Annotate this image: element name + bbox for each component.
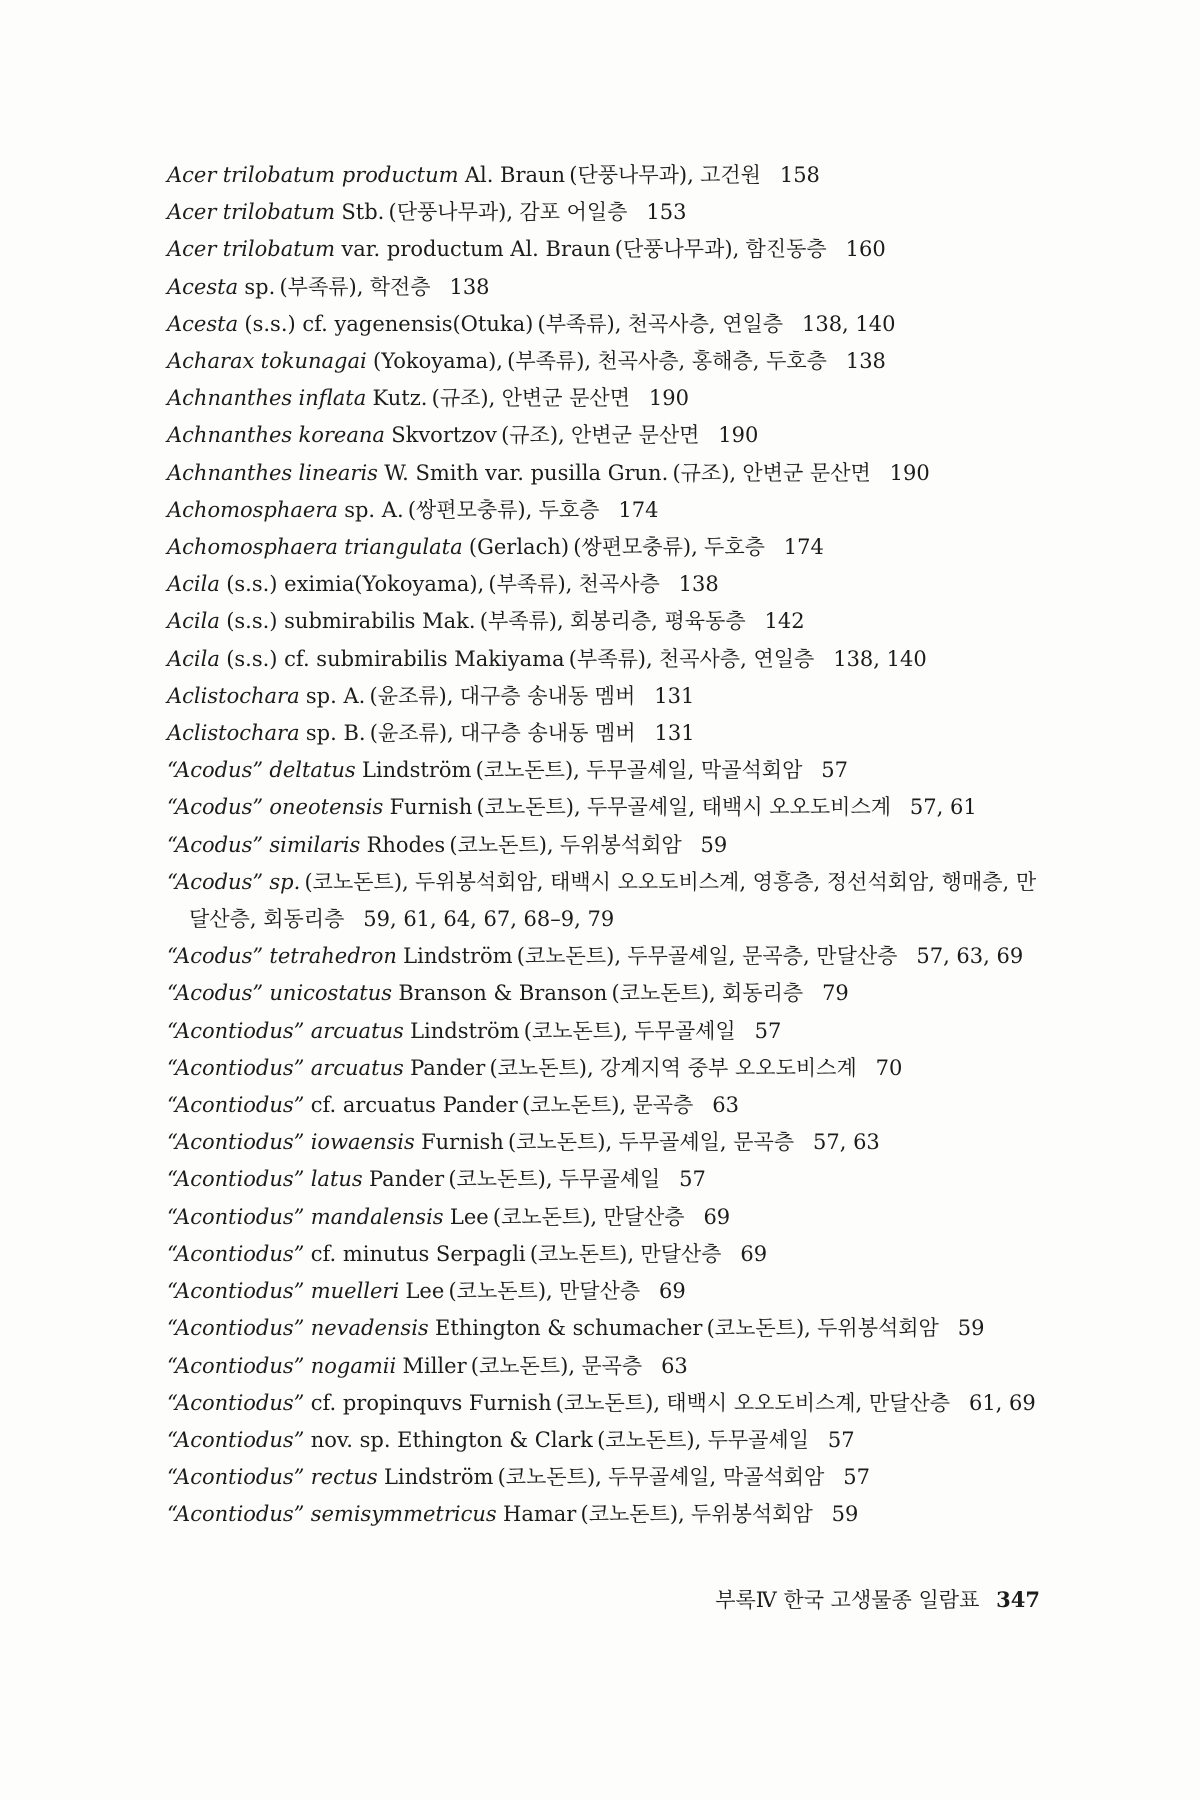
- entry-species: arcuatus: [310, 1018, 404, 1043]
- entry-pages: 153: [646, 200, 687, 225]
- entry-genus: “Acontiodus”: [167, 1502, 305, 1527]
- footer-section-title: 부록Ⅳ 한국 고생물종 일람표: [715, 1588, 980, 1612]
- entry-locality: 천곡사층: [578, 572, 660, 597]
- entry-genus: “Acontiodus”: [167, 1130, 305, 1155]
- entry-locality: 함진동층: [745, 237, 827, 262]
- entry-species: oneotensis: [269, 795, 384, 820]
- entry-family: (코노돈트),: [555, 1390, 661, 1415]
- entry-family: (코노돈트),: [597, 1427, 702, 1452]
- entry-species: mandalensis: [310, 1204, 444, 1229]
- entry-pages: 57: [843, 1465, 870, 1490]
- entry-pages: 138, 140: [833, 646, 927, 671]
- entry-author: cf. arcuatus Pander: [310, 1093, 518, 1118]
- entry-genus: Achnanthes: [167, 386, 293, 411]
- entry-author: Lindström: [383, 1465, 494, 1490]
- index-entry: [167, 1013, 1047, 1050]
- index-entry: [167, 157, 1047, 194]
- entry-family: (코노돈트),: [516, 944, 622, 969]
- entry-species: linearis: [298, 460, 378, 485]
- entry-locality: 안변군 문산면: [742, 460, 871, 485]
- entry-family: (코노돈트),: [523, 1018, 628, 1043]
- entry-family: (부족류),: [488, 572, 573, 597]
- entry-family: (부족류),: [479, 609, 564, 634]
- index-entry: [167, 1124, 1047, 1161]
- entry-family: (코노돈트),: [448, 1279, 553, 1304]
- entry-author: Lindström: [410, 1018, 520, 1043]
- entry-author: sp. B.: [305, 721, 366, 746]
- entry-author: Furnish: [421, 1130, 504, 1155]
- entry-author: Al. Braun: [464, 163, 566, 187]
- entry-locality: 학전층: [369, 274, 431, 299]
- entry-species: tetrahedron: [269, 944, 397, 969]
- entry-author: (s.s.) submirabilis Mak.: [226, 609, 476, 634]
- entry-family: (윤조류),: [369, 721, 454, 746]
- entry-genus: “Acontiodus”: [167, 1167, 305, 1192]
- entry-species: koreana: [298, 423, 385, 448]
- entry-genus: Acesta: [167, 311, 239, 336]
- index-entry: [167, 641, 1047, 678]
- index-entry: [167, 194, 1047, 231]
- entry-genus: “Acontiodus”: [167, 1316, 305, 1341]
- index-entry: [167, 938, 1047, 975]
- entry-species: iowaensis: [310, 1130, 415, 1155]
- entry-pages: 142: [764, 609, 805, 634]
- entry-genus: Achomosphaera: [167, 535, 338, 560]
- entry-author: sp.: [244, 274, 276, 299]
- index-entry: [167, 455, 1047, 492]
- entry-locality: 문곡층: [632, 1093, 694, 1118]
- entry-pages: 138: [845, 349, 886, 374]
- entry-family: (단풍나무과),: [388, 200, 514, 225]
- entry-author: sp. A.: [305, 683, 366, 708]
- page-number: 347: [996, 1587, 1040, 1612]
- entry-species: trilobatum: [222, 237, 336, 262]
- entry-author: Miller: [402, 1353, 467, 1378]
- entry-family: (부족류),: [537, 311, 622, 336]
- index-entry: [167, 975, 1047, 1012]
- index-entry: [167, 529, 1047, 566]
- entry-author: Ethington & schumacher: [435, 1316, 703, 1341]
- entry-species: trilobatum productum: [222, 163, 459, 187]
- entry-locality: 만달산층: [640, 1241, 722, 1266]
- entry-pages: 138: [678, 572, 719, 597]
- index-entry: [167, 1161, 1047, 1198]
- entry-pages: 174: [618, 497, 659, 522]
- entry-pages: 131: [654, 721, 695, 746]
- index-entry: [167, 1087, 1047, 1124]
- entry-locality: 만달산층: [559, 1279, 641, 1304]
- entry-author: var. productum Al. Braun: [341, 237, 611, 262]
- index-entry: [167, 752, 1047, 789]
- entry-locality: 고건원: [700, 163, 761, 187]
- entry-locality: 두무골셰일, 막골석회암: [608, 1465, 825, 1490]
- entry-species: arcuatus: [310, 1055, 404, 1080]
- entry-family: (단풍나무과),: [569, 163, 694, 187]
- index-entry: [167, 1422, 1047, 1459]
- entry-author: (s.s.) cf. submirabilis Makiyama: [226, 646, 565, 671]
- entry-family: (부족류),: [279, 274, 364, 299]
- entry-pages: 59: [831, 1502, 859, 1527]
- entry-genus: “Acodus”: [167, 944, 264, 969]
- entry-genus: Acila: [167, 609, 220, 634]
- entry-family: (부족류),: [568, 646, 653, 671]
- entry-pages: 57, 63, 69: [916, 944, 1024, 969]
- entry-author: Hamar: [503, 1502, 577, 1527]
- entry-pages: 57: [827, 1427, 855, 1452]
- entry-locality: 두무골셰일, 문곡층: [618, 1130, 795, 1155]
- entry-genus: Aclistochara: [167, 721, 300, 746]
- entry-genus: Acer: [167, 237, 217, 262]
- entry-locality: 회봉리층, 평육동층: [569, 609, 746, 634]
- entry-author: cf. minutus Serpagli: [310, 1241, 526, 1266]
- entry-pages: 190: [718, 423, 759, 448]
- entry-genus: “Acontiodus”: [167, 1427, 305, 1452]
- entry-genus: Acila: [167, 572, 220, 597]
- entry-family: (부족류),: [507, 349, 592, 374]
- entry-species: semisymmetricus: [310, 1502, 497, 1527]
- species-index-list: [167, 157, 1047, 1534]
- entry-author: Branson & Branson: [398, 981, 608, 1006]
- entry-locality: 천곡사층, 연일층: [658, 646, 815, 671]
- index-entry: [167, 1199, 1047, 1236]
- entry-locality: 안변군 문산면: [501, 386, 630, 411]
- entry-locality: 두무골셰일, 태백시 오오도비스계: [586, 795, 892, 820]
- index-entry: [167, 380, 1047, 417]
- entry-genus: “Acodus”: [167, 758, 264, 783]
- index-entry: [167, 566, 1047, 603]
- entry-pages: 63: [661, 1353, 688, 1378]
- entry-family: (코노돈트),: [448, 1167, 553, 1192]
- page-footer: [660, 1584, 1040, 1614]
- entry-family: (코노돈트),: [475, 758, 580, 783]
- entry-locality: 두호층: [704, 535, 765, 560]
- entry-genus: “Acodus”: [167, 795, 264, 820]
- entry-locality: 천곡사층, 연일층: [627, 311, 784, 336]
- entry-genus: “Acodus”: [167, 832, 264, 857]
- entry-genus: “Acontiodus”: [167, 1093, 305, 1118]
- entry-pages: 57: [821, 758, 848, 783]
- index-entry: [167, 789, 1047, 826]
- entry-species: similaris: [269, 832, 361, 857]
- entry-pages: 190: [889, 460, 930, 485]
- entry-locality: 두호층: [538, 497, 600, 522]
- entry-pages: 69: [703, 1204, 731, 1229]
- entry-family: (코노돈트),: [492, 1204, 598, 1229]
- entry-genus: “Acontiodus”: [167, 1204, 305, 1229]
- entry-pages: 70: [875, 1055, 903, 1080]
- entry-author: nov. sp. Ethington & Clark: [310, 1427, 593, 1452]
- entry-genus: “Acontiodus”: [167, 1390, 305, 1415]
- index-entry: [167, 1310, 1047, 1347]
- entry-family: (코노돈트),: [489, 1055, 594, 1080]
- entry-family: (코노돈트),: [521, 1093, 627, 1118]
- entry-locality: 대구층 송내동 멤버: [459, 683, 636, 708]
- entry-locality: 감포 어일층: [519, 200, 628, 225]
- entry-pages: 174: [783, 535, 824, 560]
- index-entry: [167, 1348, 1047, 1385]
- entry-author: cf. propinquvs Furnish: [310, 1390, 552, 1415]
- entry-genus: Achomosphaera: [167, 497, 338, 522]
- entry-author: Skvortzov: [391, 423, 497, 448]
- entry-locality: 두위봉석회암: [691, 1502, 813, 1527]
- entry-species: muelleri: [310, 1279, 400, 1304]
- entry-locality: 회동리층: [722, 981, 804, 1006]
- entry-family: (코노돈트),: [304, 869, 409, 894]
- entry-genus: Acila: [167, 646, 220, 671]
- entry-family: (규조),: [431, 386, 496, 411]
- entry-locality: 태백시 오오도비스계, 만달산층: [666, 1390, 951, 1415]
- entry-family: (쌍편모충류),: [407, 497, 533, 522]
- index-entry: [167, 1385, 1047, 1422]
- entry-pages: 61, 69: [968, 1390, 1036, 1415]
- entry-pages: 131: [654, 683, 695, 708]
- entry-locality: 천곡사층, 홍해층, 두호층: [597, 349, 827, 374]
- entry-family: (쌍편모충류),: [573, 535, 698, 560]
- entry-genus: “Acodus”: [167, 869, 264, 894]
- entry-locality: 두무골셰일: [707, 1427, 810, 1452]
- entry-author: Rhodes: [366, 832, 446, 857]
- entry-pages: 57: [679, 1167, 706, 1192]
- entry-author: sp. A.: [344, 497, 404, 522]
- entry-locality: 안변군 문산면: [571, 423, 700, 448]
- index-entry: [167, 1236, 1047, 1273]
- entry-locality: 문곡층: [581, 1353, 643, 1378]
- entry-family: (코노돈트),: [507, 1130, 613, 1155]
- entry-genus: Acharax: [167, 349, 255, 374]
- entry-genus: Aclistochara: [167, 683, 300, 708]
- entry-pages: 79: [822, 981, 849, 1006]
- entry-family: (코노돈트),: [706, 1316, 811, 1341]
- index-entry: [167, 269, 1047, 306]
- index-entry: [167, 1050, 1047, 1087]
- entry-pages: 57: [754, 1018, 782, 1043]
- entry-family: (코노돈트),: [529, 1241, 635, 1266]
- index-entry: [167, 1459, 1047, 1496]
- index-entry: [167, 864, 1047, 938]
- entry-author: (s.s.) cf. yagenensis(Otuka): [244, 311, 534, 336]
- index-entry: [167, 678, 1047, 715]
- entry-genus: “Acontiodus”: [167, 1018, 305, 1043]
- entry-author: (Yokoyama),: [373, 349, 503, 374]
- entry-species: triangulata: [344, 535, 463, 560]
- entry-genus: Achnanthes: [167, 423, 293, 448]
- entry-pages: 57, 61: [909, 795, 977, 820]
- entry-author: Furnish: [389, 795, 473, 820]
- entry-pages: 138: [449, 274, 490, 299]
- entry-locality: 대구층 송내동 멤버: [459, 721, 636, 746]
- entry-author: Pander: [410, 1055, 486, 1080]
- entry-locality: 강계지역 중부 오오도비스계: [599, 1055, 857, 1080]
- index-entry: [167, 827, 1047, 864]
- entry-genus: “Acontiodus”: [167, 1353, 305, 1378]
- entry-family: (코노돈트),: [497, 1465, 602, 1490]
- entry-pages: 59: [700, 832, 728, 857]
- entry-locality: 두무골셰일, 막골석회암: [586, 758, 803, 783]
- entry-locality: 두무골셰일, 문곡층, 만달산층: [627, 944, 898, 969]
- entry-genus: Achnanthes: [167, 460, 293, 485]
- entry-species: tokunagai: [260, 349, 367, 374]
- entry-author: Kutz.: [372, 386, 428, 411]
- entry-genus: Acer: [167, 200, 217, 225]
- entry-genus: Acer: [167, 163, 217, 187]
- entry-locality: 두무골셰일: [634, 1018, 736, 1043]
- index-entry: [167, 306, 1047, 343]
- entry-pages: 63: [712, 1093, 739, 1118]
- entry-genus: “Acontiodus”: [167, 1465, 305, 1490]
- entry-species: sp.: [269, 869, 301, 894]
- entry-locality: 두위봉석회암, 태백시 오오도비스계, 영흥층, 정선석회암, 행매층, 만달산층, 회동리층: [189, 869, 1037, 932]
- entry-family: (윤조류),: [369, 683, 454, 708]
- entry-pages: 160: [845, 237, 886, 262]
- entry-family: (코노돈트),: [449, 832, 554, 857]
- index-entry: [167, 231, 1047, 268]
- index-entry: [167, 715, 1047, 752]
- entry-family: (코노돈트),: [580, 1502, 685, 1527]
- index-entry: [167, 1496, 1047, 1533]
- entry-species: nogamii: [310, 1353, 397, 1378]
- entry-locality: 두무골셰일: [558, 1167, 661, 1192]
- entry-author: Lee: [449, 1204, 489, 1229]
- index-entry: [167, 343, 1047, 380]
- entry-author: (s.s.) eximia(Yokoyama),: [226, 572, 485, 597]
- index-entry: [167, 492, 1047, 529]
- entry-family: (규조),: [672, 460, 737, 485]
- entry-genus: Acesta: [167, 274, 239, 299]
- entry-author: W. Smith var. pusilla Grun.: [384, 460, 669, 485]
- entry-family: (코노돈트),: [470, 1353, 576, 1378]
- entry-genus: “Acodus”: [167, 981, 264, 1006]
- entry-pages: 69: [740, 1241, 768, 1266]
- entry-locality: 두위봉석회암: [559, 832, 682, 857]
- entry-locality: 두위봉석회암: [817, 1316, 939, 1341]
- entry-pages: 190: [648, 386, 689, 411]
- entry-family: (단풍나무과),: [614, 237, 740, 262]
- entry-pages: 138, 140: [801, 311, 896, 336]
- entry-species: inflata: [298, 386, 367, 411]
- entry-author: Pander: [368, 1167, 445, 1192]
- entry-pages: 59: [957, 1316, 985, 1341]
- entry-author: Lee: [405, 1279, 445, 1304]
- entry-species: nevadensis: [310, 1316, 429, 1341]
- entry-genus: “Acontiodus”: [167, 1241, 305, 1266]
- entry-author: Lindström: [403, 944, 513, 969]
- entry-family: (규조),: [501, 423, 565, 448]
- entry-author: (Gerlach): [468, 535, 570, 560]
- entry-species: deltatus: [269, 758, 356, 783]
- entry-species: trilobatum: [222, 200, 336, 225]
- entry-author: Stb.: [341, 200, 385, 225]
- entry-locality: 만달산층: [603, 1204, 685, 1229]
- entry-pages: 57, 63: [813, 1130, 880, 1155]
- entry-pages: 158: [779, 163, 820, 187]
- entry-species: latus: [310, 1167, 363, 1192]
- entry-genus: “Acontiodus”: [167, 1279, 305, 1304]
- entry-family: (코노돈트),: [611, 981, 716, 1006]
- entry-family: (코노돈트),: [476, 795, 581, 820]
- entry-pages: 59, 61, 64, 67, 68–9, 79: [363, 907, 615, 932]
- index-entry: [167, 603, 1047, 640]
- entry-author: Lindström: [361, 758, 472, 783]
- index-entry: [167, 1273, 1047, 1310]
- index-entry: [167, 417, 1047, 454]
- entry-species: unicostatus: [269, 981, 393, 1006]
- entry-pages: 69: [659, 1279, 686, 1304]
- entry-genus: “Acontiodus”: [167, 1055, 305, 1080]
- entry-species: rectus: [310, 1465, 378, 1490]
